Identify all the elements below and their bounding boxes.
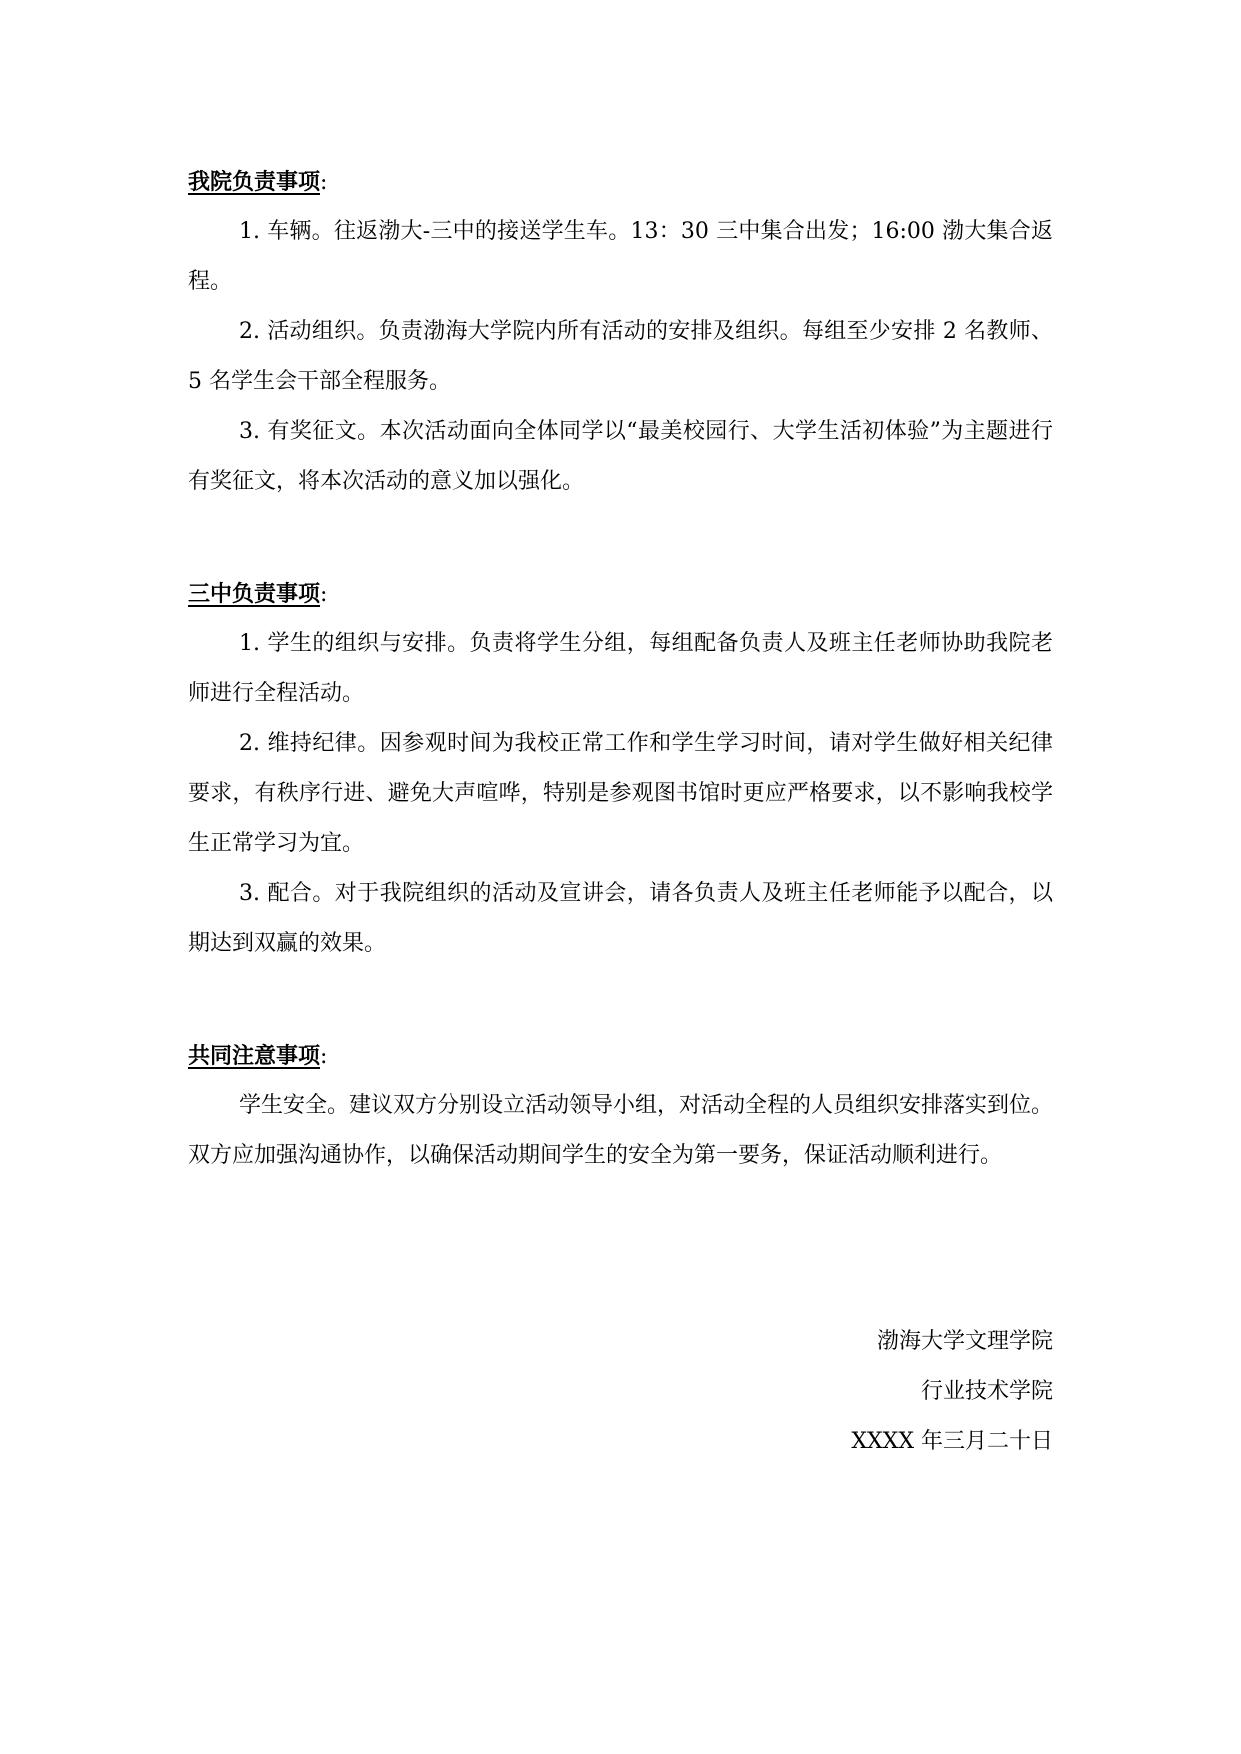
- section-item: 1. 车辆。往返渤大-三中的接送学生车。13：30 三中集合出发；16:00 渤大集合返程。: [188, 219, 1053, 294]
- section-item: 1. 学生的组织与安排。负责将学生分组，每组配备负责人及班主任老师协助我院老师进行全程活动。: [188, 631, 1053, 706]
- section-heading-text: 我院负责事项: [188, 169, 321, 195]
- section-heading: [188, 569, 1053, 619]
- section-joint-notes: [188, 1031, 1053, 1181]
- section-heading: [188, 157, 1053, 207]
- section-third-middle-school: [188, 569, 1053, 969]
- document-body: [188, 157, 1053, 1243]
- signature-org-line2: 行业技术学院: [920, 1379, 1053, 1404]
- signature-block: [851, 1317, 1053, 1467]
- signature-date: XXXX 年三月二十日: [851, 1429, 1053, 1454]
- section-heading-text: 共同注意事项: [188, 1043, 321, 1069]
- section-heading: [188, 1031, 1053, 1081]
- section-heading-text: 三中负责事项: [188, 581, 321, 607]
- section-our-college: [188, 157, 1053, 507]
- section-item: 学生安全。建议双方分别设立活动领导小组，对活动全程的人员组织安排落实到位。双方应加强沟通协作，以确保活动期间学生的安全为第一要务，保证活动顺利进行。: [188, 1093, 1054, 1168]
- heading-colon: :: [320, 170, 328, 195]
- section-item: 3. 配合。对于我院组织的活动及宣讲会，请各负责人及班主任老师能予以配合，以期达到双赢的效果。: [188, 881, 1053, 956]
- section-item: 3. 有奖征文。本次活动面向全体同学以“最美校园行、大学生活初体验”为主题进行有奖征文，将本次活动的意义加以强化。: [188, 419, 1053, 494]
- heading-colon: :: [320, 1044, 328, 1069]
- heading-colon: :: [320, 582, 328, 607]
- signature-org-line1: 渤海大学文理学院: [876, 1329, 1053, 1354]
- section-item: 2. 活动组织。负责渤海大学院内所有活动的安排及组织。每组至少安排 2 名教师、5 名学生会干部全程服务。: [188, 319, 1053, 394]
- section-item: 2. 维持纪律。因参观时间为我校正常工作和学生学习时间，请对学生做好相关纪律要求，有秩序行进、避免大声喧哗，特别是参观图书馆时更应严格要求，以不影响我校学生正常学习为宜。: [188, 731, 1053, 856]
